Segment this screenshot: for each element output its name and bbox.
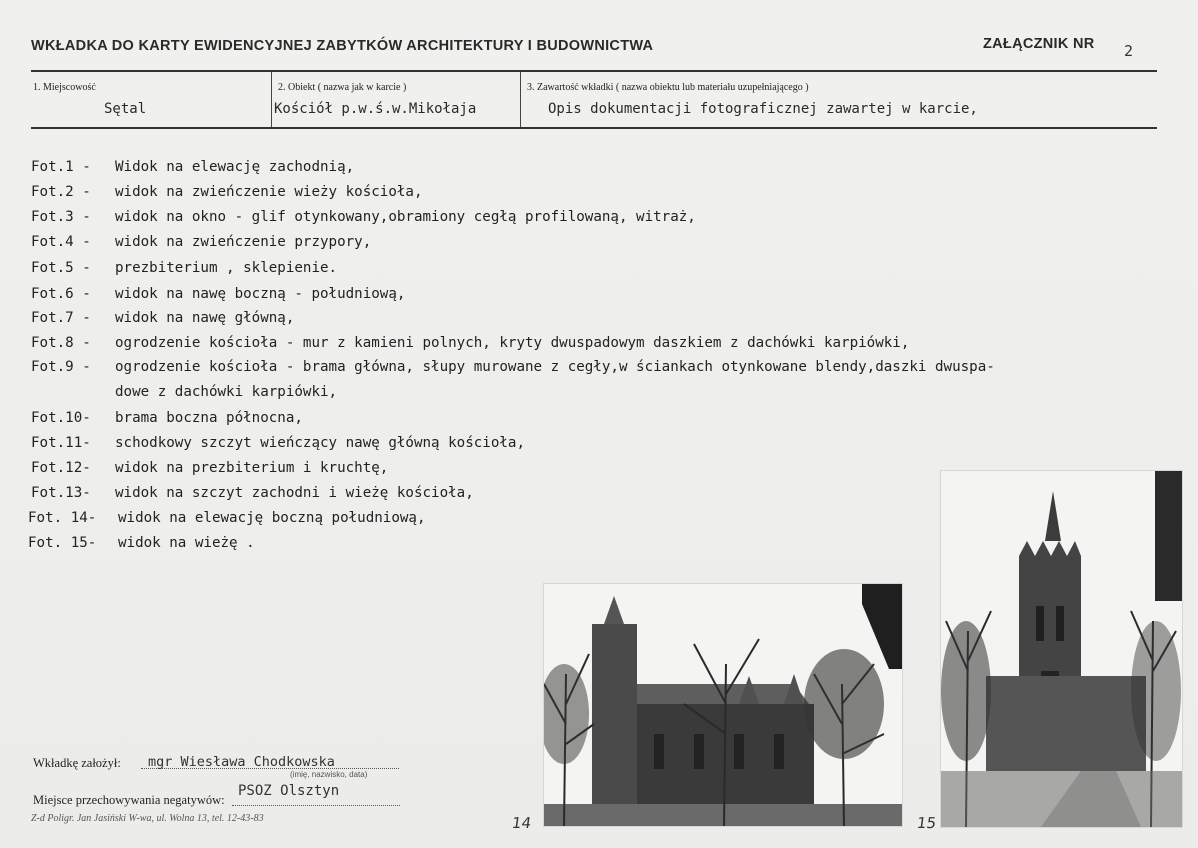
church-tower-photo — [941, 471, 1182, 827]
header-rule-top — [31, 70, 1157, 72]
entry-text: prezbiterium , sklepienie. — [115, 260, 338, 276]
photo-14 — [544, 584, 902, 826]
storage-dotline — [232, 805, 400, 806]
entry-text: widok na okno - glif otynkowany,obramiony cegłą profilowaną, witraż, — [115, 209, 696, 225]
header-rule-bottom — [31, 127, 1157, 129]
document-title: WKŁADKA DO KARTY EWIDENCYJNEJ ZABYTKÓW ARCHITEKTURY I BUDOWNICTWA — [31, 38, 654, 54]
entry-number: Fot. 14- — [28, 510, 97, 526]
entry-number: Fot.6 - — [31, 286, 91, 302]
photo-14-caption: 14 — [510, 814, 533, 832]
entry-number: Fot.2 - — [31, 184, 91, 200]
entry-number: Fot.8 - — [31, 335, 91, 351]
entry-number: Fot.5 - — [31, 260, 91, 276]
photo-15 — [941, 471, 1182, 827]
entry-number: Fot.3 - — [31, 209, 91, 225]
entry-number: Fot.1 - — [31, 159, 91, 175]
entry-text: widok na prezbiterium i kruchtę, — [115, 460, 389, 476]
entry-number: Fot.13- — [31, 485, 91, 501]
entry-text: widok na elewację boczną południową, — [118, 510, 426, 526]
entry-number: Fot.9 - — [31, 359, 91, 375]
entry-text: widok na wieżę . — [118, 535, 255, 551]
entry-text: widok na nawę główną, — [115, 310, 295, 326]
entry-text: widok na szczyt zachodni i wieżę kościoła, — [115, 485, 474, 501]
entry-text: widok na nawę boczną - południową, — [115, 286, 406, 302]
storage-value: PSOZ Olsztyn — [238, 783, 340, 799]
field-divider — [271, 72, 272, 127]
field-divider — [520, 72, 521, 127]
printer-note: Z-d Poligr. Jan Jasiński W-wa, ul. Wolna 13, tel. 12-43-83 — [31, 813, 264, 824]
entry-text: widok na zwieńczenie wieży kościoła, — [115, 184, 423, 200]
annex-label: ZAŁĄCZNIK NR — [983, 36, 1095, 52]
entry-text: widok na zwieńczenie przypory, — [115, 234, 372, 250]
locality-value: Sętal — [104, 101, 147, 117]
church-south-elevation-photo — [544, 584, 902, 826]
author-hint: (imię, nazwisko, data) — [290, 770, 368, 779]
entry-number: Fot.10- — [31, 410, 91, 426]
storage-label: Miejsce przechowywania negatywów: — [33, 793, 225, 807]
entry-text: brama boczna północna, — [115, 410, 303, 426]
entry-text: ogrodzenie kościoła - brama główna, słupy murowane z cegły,w ściankach otynkowane blendy,daszki dwuspa- — [115, 359, 995, 375]
locality-label: 1. Miejscowość — [33, 82, 96, 93]
entry-number: Fot.4 - — [31, 234, 91, 250]
author-value: mgr Wiesława Chodkowska — [148, 754, 335, 770]
photo-15-caption: 15 — [915, 814, 938, 832]
entry-text: Widok na elewację zachodnią, — [115, 159, 355, 175]
entry-number: Fot.12- — [31, 460, 91, 476]
content-label: 3. Zawartość wkładki ( nazwa obiektu lub materiału uzupełniającego ) — [527, 82, 809, 93]
author-label: Wkładkę założył: — [33, 756, 121, 770]
content-value: Opis dokumentacji fotograficznej zawartej w karcie, — [548, 101, 978, 117]
object-label: 2. Obiekt ( nazwa jak w karcie ) — [278, 82, 407, 93]
entry-number: Fot.11- — [31, 435, 91, 451]
object-value: Kościół p.w.ś.w.Mikołaja — [274, 101, 477, 117]
entry-text: ogrodzenie kościoła - mur z kamieni polnych, kryty dwuspadowym daszkiem z dachówki karpiówki, — [115, 335, 910, 351]
entry-text: dowe z dachówki karpiówki, — [115, 384, 338, 400]
entry-text: schodkowy szczyt wieńczący nawę główną kościoła, — [115, 435, 525, 451]
entry-number: Fot. 15- — [28, 535, 97, 551]
annex-number: 2 — [1124, 42, 1134, 60]
entry-number: Fot.7 - — [31, 310, 91, 326]
